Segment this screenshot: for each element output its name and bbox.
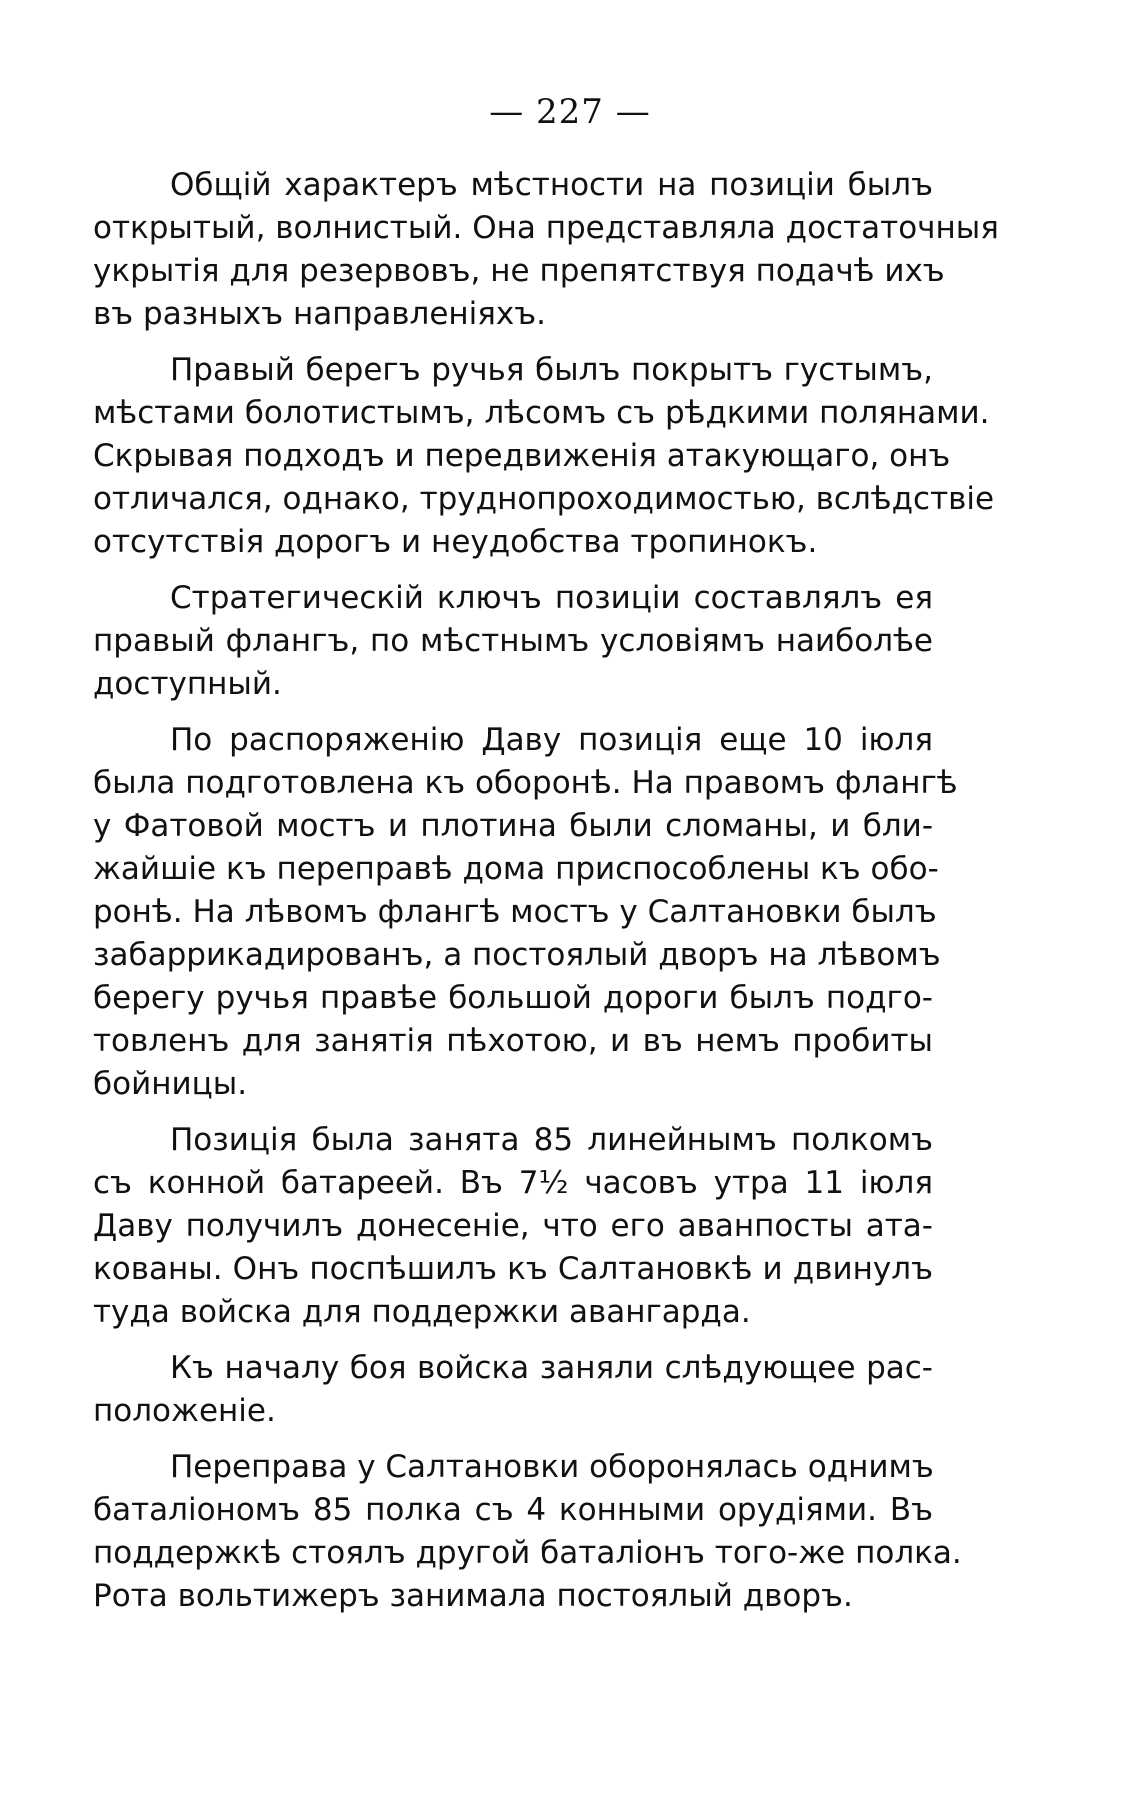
text-line: Переправа у Салтановки оборонялась однимъ — [170, 1449, 934, 1485]
text-line: Рота вольтижеръ занимала постоялый дворъ. — [93, 1578, 853, 1614]
text-line: у Фатовой мостъ и плотина были сломаны, и бли- — [93, 808, 933, 844]
paragraph-3 — [93, 577, 933, 706]
text-line: берегу ручья правѣе большой дороги былъ подго- — [93, 980, 933, 1016]
text-line: баталіономъ 85 полка съ 4 конными орудіями. Въ — [93, 1492, 933, 1528]
paragraph-7 — [93, 1446, 962, 1618]
text-line: отсутствія дорогъ и неудобства тропинокъ. — [93, 524, 818, 560]
paragraph-4 — [93, 719, 958, 1106]
text-line: Стратегическій ключъ позиціи составлялъ ея — [170, 580, 933, 616]
text-line: Даву получилъ донесеніе, что его аванпосты ата- — [93, 1208, 933, 1244]
paragraph-5 — [93, 1119, 933, 1334]
text-line: забаррикадированъ, а постоялый дворъ на лѣвомъ — [93, 937, 941, 973]
text-line: товленъ для занятія пѣхотою, и въ немъ пробиты — [93, 1023, 933, 1059]
text-line: Позиція была занята 85 линейнымъ полкомъ — [170, 1122, 933, 1158]
text-line: туда войска для поддержки авангарда. — [93, 1294, 751, 1330]
text-line: ронѣ. На лѣвомъ флангѣ мостъ у Салтановки былъ — [93, 894, 937, 930]
text-line: кованы. Онъ поспѣшилъ къ Салтановкѣ и двинулъ — [93, 1251, 933, 1287]
text-line: мѣстами болотистымъ, лѣсомъ съ рѣдкими полянами. — [93, 395, 990, 431]
text-line: отличался, однако, труднопроходимостью, вслѣдствіе — [93, 481, 995, 517]
text-line: правый флангъ, по мѣстнымъ условіямъ наиболѣе — [93, 623, 933, 659]
paragraph-6 — [93, 1347, 933, 1433]
text-line: жайшіе къ переправѣ дома приспособлены къ обо- — [93, 851, 939, 887]
text-line: открытый, волнистый. Она представляла достаточныя — [93, 210, 999, 246]
text-line: была подготовлена къ оборонѣ. На правомъ флангѣ — [93, 765, 958, 801]
page-number: — 227 — — [489, 92, 651, 132]
text-line: Правый берегъ ручья былъ покрытъ густымъ, — [170, 352, 933, 388]
text-line: укрытія для резервовъ, не препятствуя подачѣ ихъ — [93, 253, 945, 289]
text-line: доступный. — [93, 666, 282, 702]
text-line: съ конной батареей. Въ 7½ часовъ утра 11 іюля — [93, 1165, 933, 1201]
text-line: бойницы. — [93, 1066, 248, 1102]
text-body — [93, 164, 999, 1631]
text-line: положеніе. — [93, 1393, 276, 1429]
text-line: въ разныхъ направленіяхъ. — [93, 296, 547, 332]
text-line: поддержкѣ стоялъ другой баталіонъ того-же полка. — [93, 1535, 962, 1571]
text-line: Къ началу боя войска заняли слѣдующее рас- — [170, 1350, 933, 1386]
text-line: Общій характеръ мѣстности на позиціи былъ — [170, 167, 933, 203]
paragraph-2 — [93, 349, 995, 564]
text-line: По распоряженію Даву позиція еще 10 іюля — [170, 722, 933, 758]
paragraph-1 — [93, 164, 999, 336]
text-line: Скрывая подходъ и передвиженія атакующаго, онъ — [93, 438, 951, 474]
